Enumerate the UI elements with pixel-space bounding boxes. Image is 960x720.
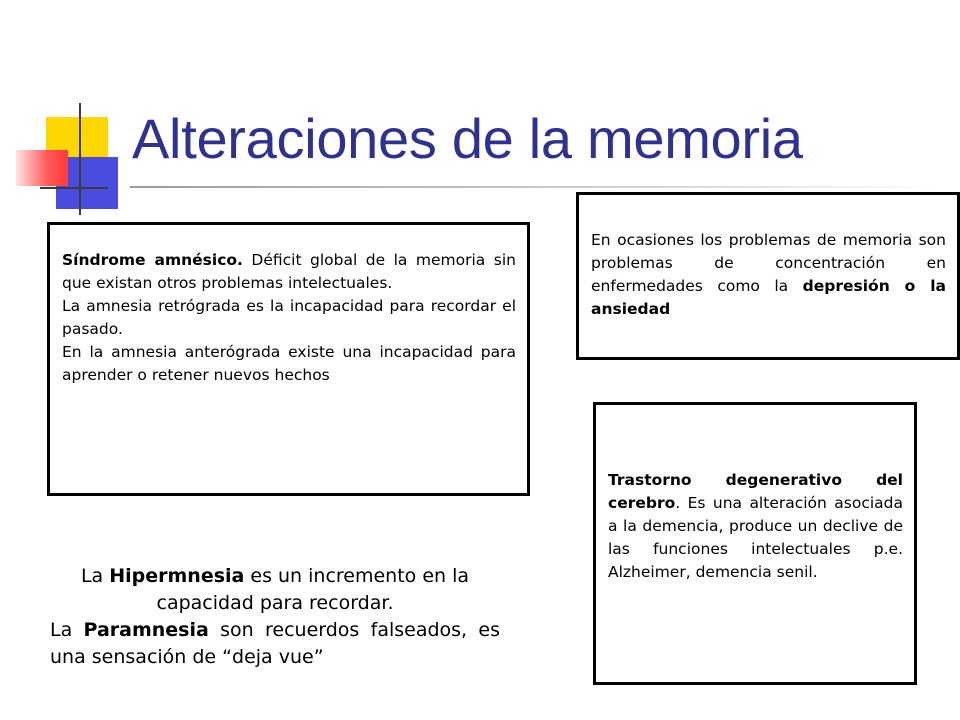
box3-text: . Es una alteración asociada a la demencia, produce un declive de las funciones intelectuales p.e. Alzheimer, demencia senil. bbox=[608, 494, 903, 581]
box1-heading: Síndrome amnésico. bbox=[62, 251, 243, 269]
box1-paragraph-2: La amnesia retrógrada es la incapacidad para recordar el pasado. bbox=[62, 297, 516, 338]
box3-paragraph bbox=[608, 469, 903, 584]
decor-vertical-line bbox=[79, 103, 81, 215]
amnesic-syndrome-box bbox=[47, 222, 530, 496]
bottom-text-block bbox=[50, 563, 500, 671]
paramnesia-prefix: La bbox=[50, 619, 84, 641]
box2-text: En ocasiones los problemas de memoria son problemas de concentración en enfermedades como la bbox=[591, 231, 946, 295]
paramnesia-text bbox=[50, 617, 500, 671]
paramnesia-definition: son recuerdos falseados, es una sensación de “deja vue” bbox=[50, 619, 500, 668]
box2-bold: depresión o la ansiedad bbox=[591, 277, 946, 318]
degenerative-disorder-box bbox=[593, 402, 917, 685]
hypermnesia-definition: es un incremento en la capacidad para recordar. bbox=[156, 565, 470, 614]
box1-text-1: Déficit global de la memoria sin que existan otros problemas intelectuales. bbox=[62, 251, 516, 292]
decor-red-square bbox=[16, 150, 68, 186]
hypermnesia-text bbox=[50, 563, 500, 617]
hypermnesia-prefix: La bbox=[80, 565, 110, 587]
title-underline bbox=[130, 186, 940, 188]
paramnesia-term: Paramnesia bbox=[83, 619, 209, 641]
concentration-box bbox=[576, 192, 960, 360]
box1-paragraph-3: En la amnesia anterógrada existe una incapacidad para aprender o retener nuevos hechos bbox=[62, 343, 516, 384]
slide-title: Alteraciones de la memoria bbox=[132, 107, 803, 170]
box3-heading: Trastorno degenerativo del cerebro bbox=[608, 471, 903, 512]
decor-horizontal-line bbox=[40, 187, 108, 189]
box1-paragraph-1 bbox=[62, 249, 516, 295]
box2-paragraph bbox=[591, 229, 946, 321]
hypermnesia-term: Hipermnesia bbox=[109, 565, 245, 587]
